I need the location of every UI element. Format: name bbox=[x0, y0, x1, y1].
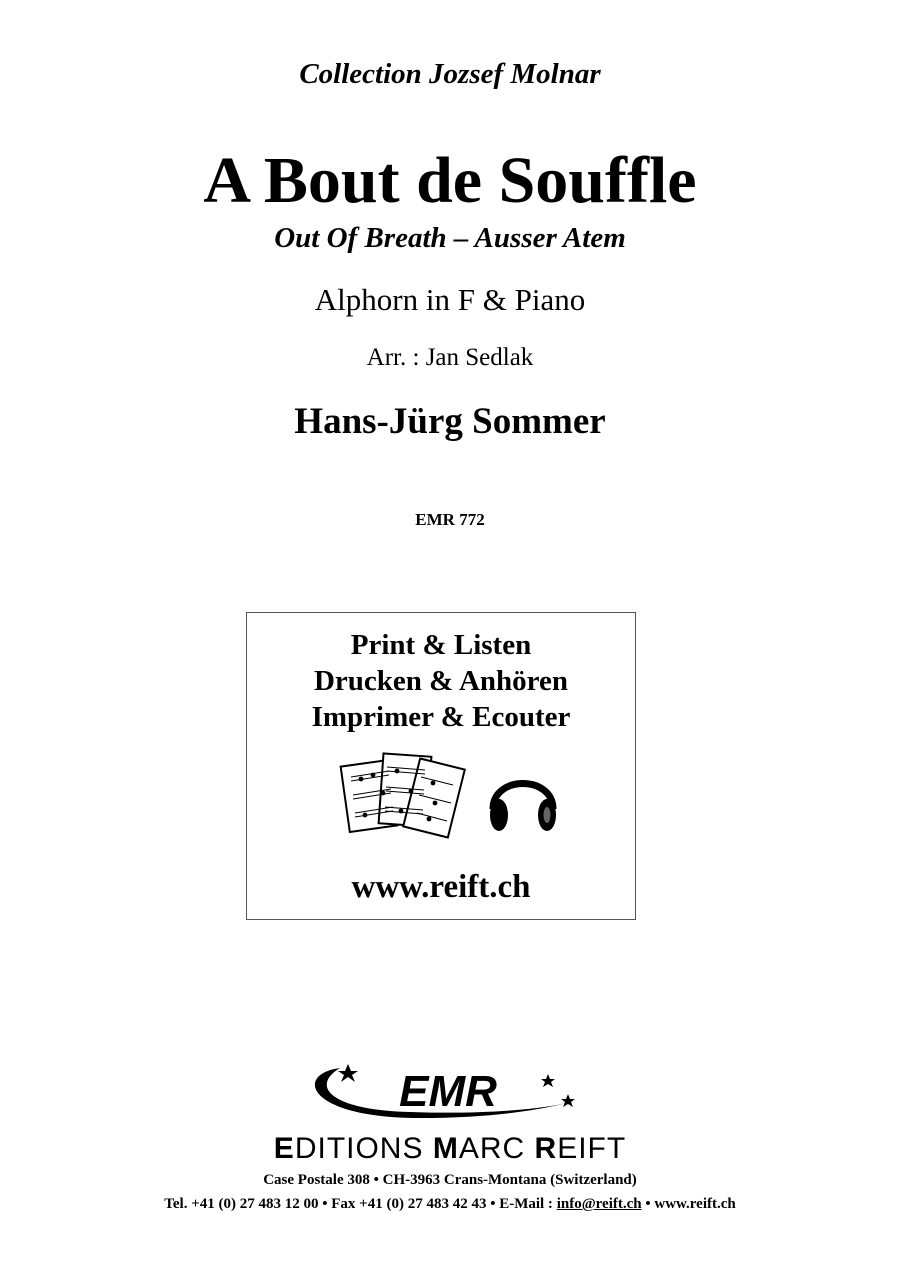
publisher-word-ditions: DITIONS bbox=[294, 1132, 433, 1165]
promo-line-french: Imprimer & Ecouter bbox=[311, 701, 571, 733]
website-url[interactable]: www.reift.ch bbox=[351, 869, 531, 905]
publisher-address: Case Postale 308 • CH-3963 Crans-Montana (Switzerland) bbox=[263, 1172, 637, 1188]
collection-name: Collection Jozsef Molnar bbox=[299, 58, 601, 90]
promo-line-german: Drucken & Anhören bbox=[313, 665, 569, 697]
headphones-icon bbox=[485, 763, 561, 839]
publisher-word-arc: ARC bbox=[458, 1132, 535, 1165]
print-listen-box bbox=[246, 612, 636, 920]
page-title: A Bout de Souffle bbox=[203, 144, 697, 217]
composer: Hans-Jürg Sommer bbox=[294, 401, 606, 442]
publisher-initial-r: R bbox=[534, 1132, 558, 1165]
catalog-number: EMR 772 bbox=[415, 510, 485, 529]
instrumentation: Alphorn in F & Piano bbox=[314, 282, 586, 317]
publisher-word-eift: EIFT bbox=[557, 1132, 627, 1165]
publisher-initial-e: E bbox=[273, 1132, 295, 1165]
publisher-name bbox=[0, 1132, 900, 1166]
logo-text: EMR bbox=[399, 1067, 497, 1116]
contact-phone-fax: Tel. +41 (0) 27 483 12 00 • Fax +41 (0) 27 483 42 43 • E-Mail : bbox=[164, 1196, 557, 1212]
subtitle: Out Of Breath – Ausser Atem bbox=[274, 222, 626, 254]
contact-website: • www.reift.ch bbox=[641, 1196, 736, 1212]
publisher-contact bbox=[0, 1196, 900, 1213]
emr-logo bbox=[300, 1060, 590, 1126]
email-link[interactable]: info@reift.ch bbox=[556, 1196, 642, 1212]
promo-line-english: Print & Listen bbox=[350, 629, 532, 661]
publisher-initial-m: M bbox=[432, 1132, 459, 1165]
arranger: Arr. : Jan Sedlak bbox=[366, 344, 534, 371]
sheet-music-icon bbox=[339, 749, 467, 845]
